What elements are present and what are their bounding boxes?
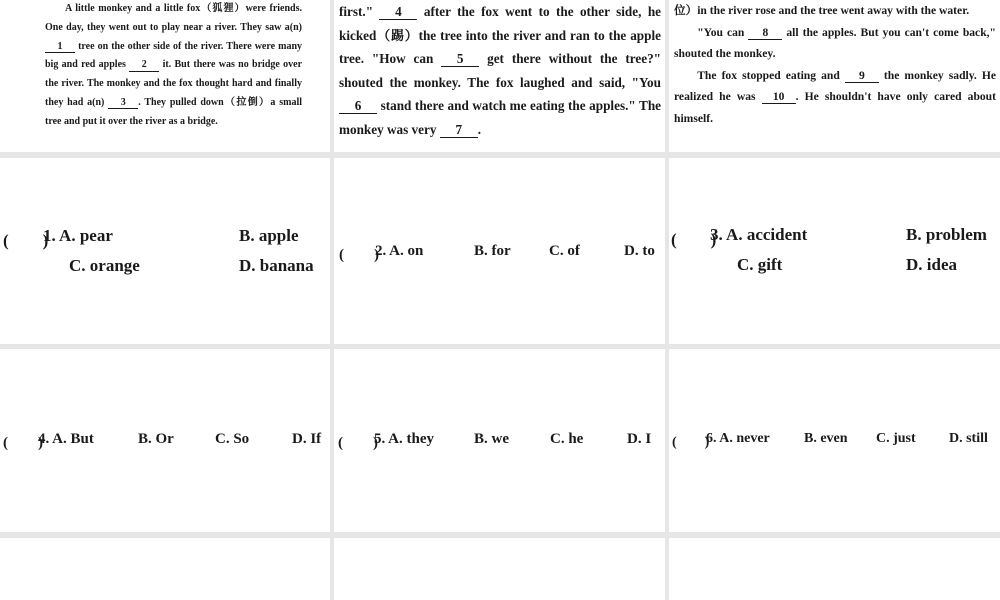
option-b: B. apple bbox=[239, 226, 299, 245]
passage-cell-3 bbox=[669, 0, 1000, 152]
empty-cell bbox=[0, 538, 330, 600]
option-c: C. of bbox=[549, 243, 580, 259]
question-2 bbox=[334, 158, 665, 344]
empty-cell bbox=[334, 538, 665, 600]
option-c: C. just bbox=[876, 431, 916, 446]
passage-text: 位）in the river rose and the tree went away with the water. "You can 8 all the apples. But you can't come back," shouted the monkey. The fox stopped eating and 9 the monkey sadly. He realized he was 10 . He shouldn't have only cared about himself. bbox=[674, 4, 997, 125]
option-a: 4. A. But bbox=[38, 431, 94, 447]
answer-bracket[interactable]: ( ) bbox=[672, 435, 710, 450]
passage-text: first." 4 after the fox went to the other side, he kicked（踢）the tree into the river and ran to the apple tree. "How can 5 get there without the tree?" shouted the monkey. The fox laughed and said, "You 6 stand there and watch me eating the apples." The monkey was very 7 . bbox=[339, 4, 662, 137]
option-a: 1. A. pear bbox=[43, 226, 113, 245]
question-1 bbox=[0, 158, 330, 344]
option-a: 3. A. accident bbox=[710, 225, 808, 244]
option-d: D. If bbox=[292, 431, 322, 447]
empty-cell bbox=[669, 538, 1000, 600]
question-3 bbox=[669, 158, 1000, 344]
blank-9: 9 bbox=[845, 70, 879, 83]
blank-8: 8 bbox=[748, 27, 782, 40]
blank-3: 3 bbox=[108, 98, 138, 110]
option-c: C. So bbox=[215, 431, 250, 447]
blank-7: 7 bbox=[440, 123, 478, 138]
question-6 bbox=[669, 349, 1000, 532]
blank-2: 2 bbox=[129, 60, 159, 72]
option-b: B. Or bbox=[138, 431, 174, 447]
blank-4: 4 bbox=[379, 5, 417, 20]
answer-bracket[interactable]: ( ) bbox=[671, 230, 717, 249]
passage-cell-1 bbox=[0, 0, 330, 152]
option-d: D. I bbox=[627, 431, 652, 447]
answer-bracket[interactable]: ( ) bbox=[3, 231, 49, 250]
option-b: B. we bbox=[474, 431, 509, 447]
option-d: D. idea bbox=[906, 255, 957, 274]
option-a: 5. A. they bbox=[374, 431, 434, 447]
option-d: D. still bbox=[949, 431, 988, 446]
option-d: D. to bbox=[624, 243, 655, 259]
question-5 bbox=[334, 349, 665, 532]
answer-bracket[interactable]: ( ) bbox=[339, 247, 379, 263]
option-c: C. he bbox=[550, 431, 584, 447]
question-4 bbox=[0, 349, 330, 532]
blank-10: 10 bbox=[762, 91, 796, 104]
answer-bracket[interactable]: ( ) bbox=[338, 435, 378, 451]
blank-5: 5 bbox=[441, 52, 479, 67]
option-b: B. problem bbox=[906, 225, 987, 244]
option-b: B. for bbox=[474, 243, 511, 259]
blank-6: 6 bbox=[339, 99, 377, 114]
blank-1: 1 bbox=[45, 42, 75, 54]
option-a: 6. A. never bbox=[706, 431, 770, 446]
option-c: C. gift bbox=[737, 255, 783, 274]
option-b: B. even bbox=[804, 431, 848, 446]
answer-bracket[interactable]: ( ) bbox=[3, 435, 43, 451]
passage-text: A little monkey and a little fox（狐狸）were friends. One day, they went out to play near a river. They saw a(n) 1 tree on the other side of the river. There were many big and red apples 2 it. But there was no bridge over the river. The monkey and the fox thought hard and finally they had a(n) 3 . They pulled down（拉倒）a small tree and put it over the river as a bridge. bbox=[45, 3, 303, 127]
option-d: D. banana bbox=[239, 256, 314, 275]
option-c: C. orange bbox=[69, 256, 140, 275]
passage-cell-2 bbox=[334, 0, 665, 152]
option-a: 2. A. on bbox=[375, 243, 424, 259]
